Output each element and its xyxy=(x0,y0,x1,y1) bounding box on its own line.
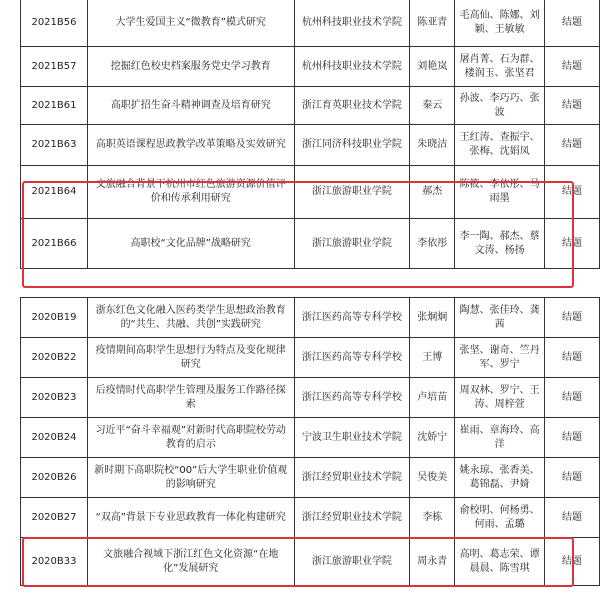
cell-school: 浙江经贸职业技术学院 xyxy=(294,458,410,498)
cell-members: 周双林、罗宁、王涛、周梓萱 xyxy=(455,378,545,418)
cell-leader: 沈娇宁 xyxy=(410,418,455,458)
cell-leader: 吴俊美 xyxy=(410,458,455,498)
cell-status: 结题 xyxy=(545,378,600,418)
cell-id: 2020B23 xyxy=(21,378,88,418)
cell-status: 结题 xyxy=(545,0,600,47)
cell-id: 2021B64 xyxy=(21,166,88,219)
cell-id: 2020B24 xyxy=(21,418,88,458)
cell-school: 浙江经贸职业技术学院 xyxy=(294,498,410,538)
cell-members: 姚永琼、张香美、葛锦磊、尹婍 xyxy=(455,458,545,498)
cell-status: 结题 xyxy=(545,458,600,498)
cell-members: 俞校明、何杨勇、何雨、孟璐 xyxy=(455,498,545,538)
cell-school: 浙江医药高等专科学校 xyxy=(294,338,410,378)
cell-id: 2021B57 xyxy=(21,47,88,87)
table-row xyxy=(21,125,600,166)
cell-school: 浙江旅游职业学院 xyxy=(294,166,410,219)
cell-school: 杭州科技职业技术学院 xyxy=(294,0,410,47)
cell-leader: 刘艳岚 xyxy=(410,47,455,87)
cell-status: 结题 xyxy=(545,498,600,538)
cell-title: 高职扩招生奋斗精神调查及培育研究 xyxy=(87,87,294,125)
cell-status: 结题 xyxy=(545,298,600,338)
cell-members: 高明、葛志荣、谭晨晨、陈雪琪 xyxy=(455,538,545,586)
highlight-box-2020b33 xyxy=(22,537,574,587)
cell-status: 结题 xyxy=(545,47,600,87)
table-row xyxy=(21,298,600,338)
cell-title: 后疫情时代高职学生管理及服务工作路径探索 xyxy=(87,378,294,418)
cell-title: 疫情期间高职学生思想行为特点及变化规律研究 xyxy=(87,338,294,378)
cell-members: 李一陶、郝杰、蔡文涛、杨扬 xyxy=(455,219,545,269)
cell-status: 结题 xyxy=(545,125,600,166)
cell-members: 崔雨、章海玲、高洋 xyxy=(455,418,545,458)
cell-title: 浙东红色文化融入医药类学生思想政治教育的“共生、共融、共创”实践研究 xyxy=(87,298,294,338)
cell-title: “双高”背景下专业思政教育一体化构建研究 xyxy=(87,498,294,538)
highlight-box-2021 xyxy=(22,181,574,288)
cell-school: 杭州科技职业技术学院 xyxy=(294,47,410,87)
cell-school: 浙江育英职业技术学院 xyxy=(294,87,410,125)
cell-status: 结题 xyxy=(545,219,600,269)
cell-status: 结题 xyxy=(545,418,600,458)
cell-leader: 周永青 xyxy=(410,538,455,586)
cell-id: 2021B56 xyxy=(21,0,88,47)
cell-leader: 李栋 xyxy=(410,498,455,538)
cell-leader: 陈亚青 xyxy=(410,0,455,47)
cell-school: 浙江医药高等专科学校 xyxy=(294,378,410,418)
cell-school: 浙江旅游职业学院 xyxy=(294,538,410,586)
cell-school: 宁波卫生职业技术学院 xyxy=(294,418,410,458)
cell-id: 2021B63 xyxy=(21,125,88,166)
cell-title: 文旅融合视域下浙江红色文化资源“在地化”发展研究 xyxy=(87,538,294,586)
cell-id: 2020B26 xyxy=(21,458,88,498)
cell-status: 结题 xyxy=(545,87,600,125)
cell-status: 结题 xyxy=(545,166,600,219)
cell-status: 结题 xyxy=(545,538,600,586)
cell-leader: 卢培苗 xyxy=(410,378,455,418)
cell-title: 挖掘红色校史档案服务党史学习教育 xyxy=(87,47,294,87)
cell-members: 陈筱、李依彤、马雨墨 xyxy=(455,166,545,219)
table-row xyxy=(21,338,600,378)
cell-leader: 朱晓洁 xyxy=(410,125,455,166)
cell-school: 浙江医药高等专科学校 xyxy=(294,298,410,338)
cell-members: 王红涛、查振宇、张梅、沈娟凤 xyxy=(455,125,545,166)
cell-title: 高职英语课程思政教学改革策略及实效研究 xyxy=(87,125,294,166)
cell-leader: 张炯炯 xyxy=(410,298,455,338)
table-row xyxy=(21,0,600,47)
cell-members: 陶慧、张佳玲、龚茜 xyxy=(455,298,545,338)
cell-id: 2020B22 xyxy=(21,338,88,378)
table-row xyxy=(21,87,600,125)
cell-members: 孙波、李巧巧、张波 xyxy=(455,87,545,125)
cell-id: 2020B19 xyxy=(21,298,88,338)
cell-members: 张坚、谢奇、竺丹军、罗宁 xyxy=(455,338,545,378)
table-row xyxy=(21,47,600,87)
cell-leader: 王博 xyxy=(410,338,455,378)
table-row xyxy=(21,498,600,538)
cell-members: 屠肖菁、石为群、楼润玉、张坚君 xyxy=(455,47,545,87)
cell-members: 毛高仙、陈娜、刘颖、王敏敏 xyxy=(455,0,545,47)
cell-title: 高职校“文化品牌”战略研究 xyxy=(87,219,294,269)
cell-title: 习近平“奋斗幸福观”对新时代高职院校劳动教育的启示 xyxy=(87,418,294,458)
cell-status: 结题 xyxy=(545,338,600,378)
table-row xyxy=(21,458,600,498)
cell-id: 2021B66 xyxy=(21,219,88,269)
cell-leader: 秦云 xyxy=(410,87,455,125)
cell-id: 2020B27 xyxy=(21,498,88,538)
cell-id: 2020B33 xyxy=(21,538,88,586)
cell-leader: 李依彤 xyxy=(410,219,455,269)
cell-leader: 郝杰 xyxy=(410,166,455,219)
table-row xyxy=(21,378,600,418)
cell-title: 新时期下高职院校“00”后大学生职业价值观的影响研究 xyxy=(87,458,294,498)
cell-title: 文旅融合背景下杭州市红色旅游资源价值评价和传承利用研究 xyxy=(87,166,294,219)
cell-title: 大学生爱国主义“微教育”模式研究 xyxy=(87,0,294,47)
table-row xyxy=(21,418,600,458)
cell-school: 浙江旅游职业学院 xyxy=(294,219,410,269)
cell-school: 浙江同济科技职业学院 xyxy=(294,125,410,166)
cell-id: 2021B61 xyxy=(21,87,88,125)
